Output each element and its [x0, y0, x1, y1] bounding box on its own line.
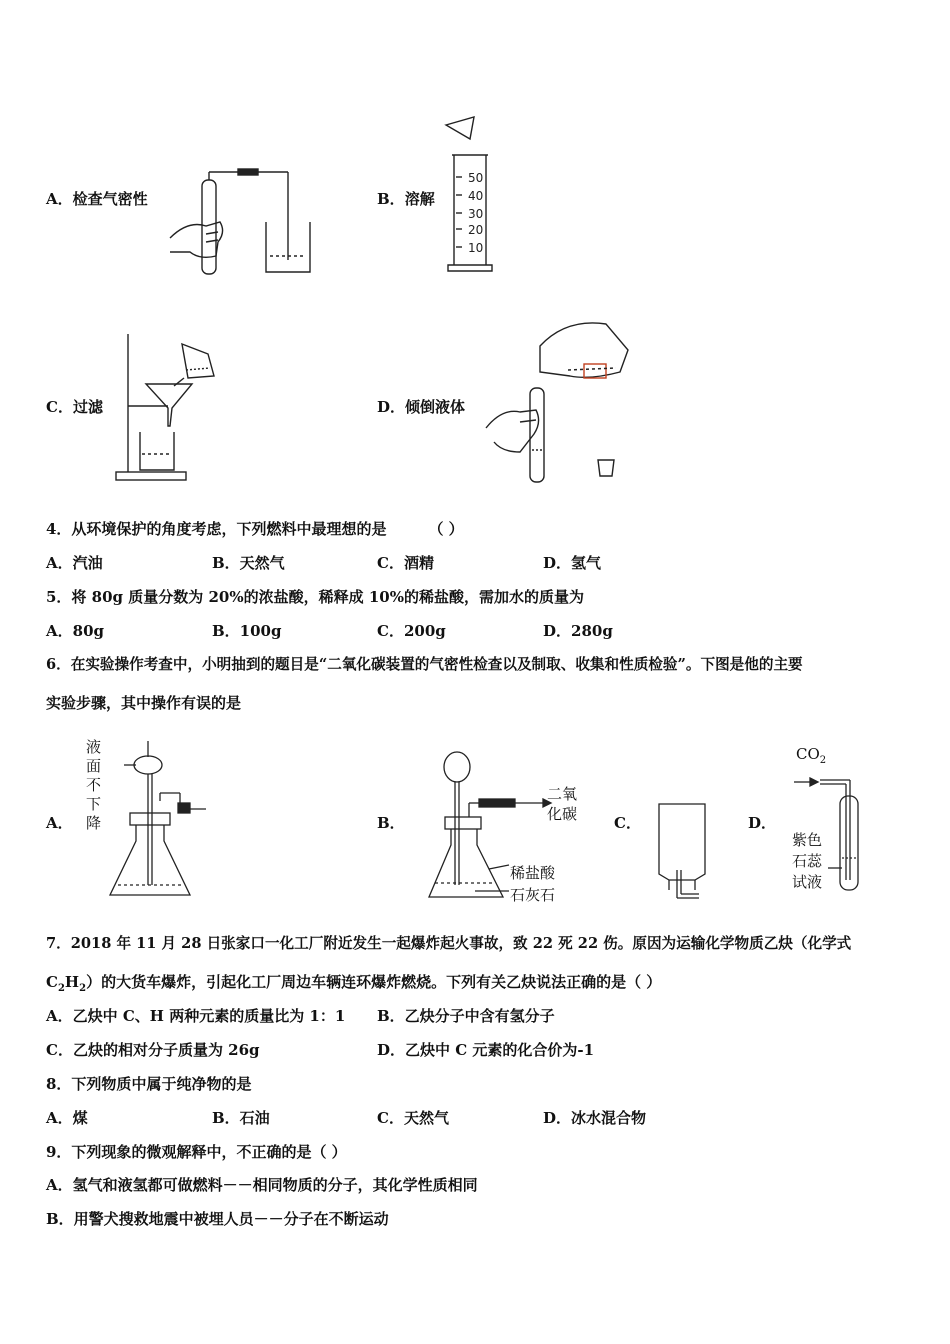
q6-option-d-letter: D． [748, 814, 777, 832]
q5-option-a: A．80g [46, 622, 105, 640]
q6-gas-collection-figure [655, 800, 715, 905]
pouring-liquid-figure [480, 310, 640, 490]
limestone-label: 石灰石 [510, 886, 556, 904]
q8-option-c: C．天然气 [377, 1109, 449, 1127]
q6-option-a-letter: A． [46, 814, 73, 832]
q4-option-c: C．酒精 [377, 554, 434, 572]
cylinder-mark-40: 40 [468, 189, 484, 203]
q8-option-a: A．煤 [46, 1109, 88, 1127]
q7-option-c: C．乙炔的相对分子质量为 26g [46, 1041, 260, 1059]
q9-option-a: A．氢气和液氢都可做燃料－－相同物质的分子，其化学性质相同 [46, 1176, 478, 1194]
q7-option-b: B．乙炔分子中含有氢分子 [377, 1007, 555, 1025]
q3-option-a: A．检查气密性 [46, 190, 148, 208]
q4-option-a: A．汽油 [46, 554, 103, 572]
hydrochloric-acid-label: 稀盐酸 [510, 864, 556, 882]
q6-stem-line1: 6．在实验操作考查中，小明抽到的题目是“二氧化碳装置的气密性检查以及制取、收集和性质检验”。下图是他的主要 [46, 656, 803, 673]
q4-stem: 4．从环境保护的角度考虑，下列燃料中最理想的是 （ ） [46, 520, 464, 538]
q8-stem: 8．下列物质中属于纯净物的是 [46, 1075, 252, 1093]
q8-option-d: D．冰水混合物 [543, 1109, 647, 1127]
q9-option-b: B．用警犬搜救地震中被埋人员－－分子在不断运动 [46, 1210, 389, 1228]
q5-option-c: C．200g [377, 622, 446, 640]
q3-option-d: D．倾倒液体 [377, 398, 466, 416]
dissolving-figure [440, 115, 510, 275]
q4-option-d: D．氢气 [543, 554, 602, 572]
filtration-figure [112, 330, 232, 485]
q7-stem-line1: 7．2018 年 11 月 28 日张家口一化工厂附近发生一起爆炸起火事故，致 22 死 22 伤。原因为运输化学物质乙炔（化学式 [46, 935, 852, 952]
q9-stem: 9．下列现象的微观解释中，不正确的是（ ） [46, 1143, 347, 1161]
airtightness-check-figure [160, 160, 330, 280]
q6-option-b-letter: B． [377, 814, 405, 832]
cylinder-mark-50: 50 [468, 171, 484, 185]
q8-option-b: B．石油 [212, 1109, 270, 1127]
cylinder-mark-20: 20 [468, 223, 484, 237]
cylinder-mark-10: 10 [468, 241, 484, 255]
q4-option-b: B．天然气 [212, 554, 285, 572]
cylinder-mark-30: 30 [468, 207, 484, 221]
q5-stem: 5．将 80g 质量分数为 20%的浓盐酸，稀释成 10%的稀盐酸，需加水的质量为 [46, 588, 584, 606]
q3-option-b: B．溶解 [377, 190, 435, 208]
co2-formula: $CO_2$ [796, 745, 827, 766]
q5-option-b: B．100g [212, 622, 282, 640]
q7-option-a: A．乙炔中 C、H 两种元素的质量比为 1：1 [46, 1007, 346, 1025]
litmus-solution-label: 紫色 石蕊 试液 [792, 831, 823, 891]
q5-option-d: D．280g [543, 622, 613, 640]
liquid-level-label: 液 面 不 下 降 [86, 738, 102, 832]
answer-paren: （ ） [428, 520, 464, 538]
q7-stem-line2: $C_2H_2$）的大货车爆炸，引起化工厂周边车辆连环爆炸燃烧。下列有关乙炔说法正确的是（ ） [46, 973, 662, 994]
q6-option-c-letter: C． [614, 814, 641, 832]
co2-label: 二氧 化碳 [547, 785, 578, 823]
q6-stem-line2: 实验步骤，其中操作有误的是 [46, 694, 242, 712]
q7-option-d: D．乙炔中 C 元素的化合价为-1 [377, 1041, 595, 1059]
q3-option-c: C．过滤 [46, 398, 103, 416]
